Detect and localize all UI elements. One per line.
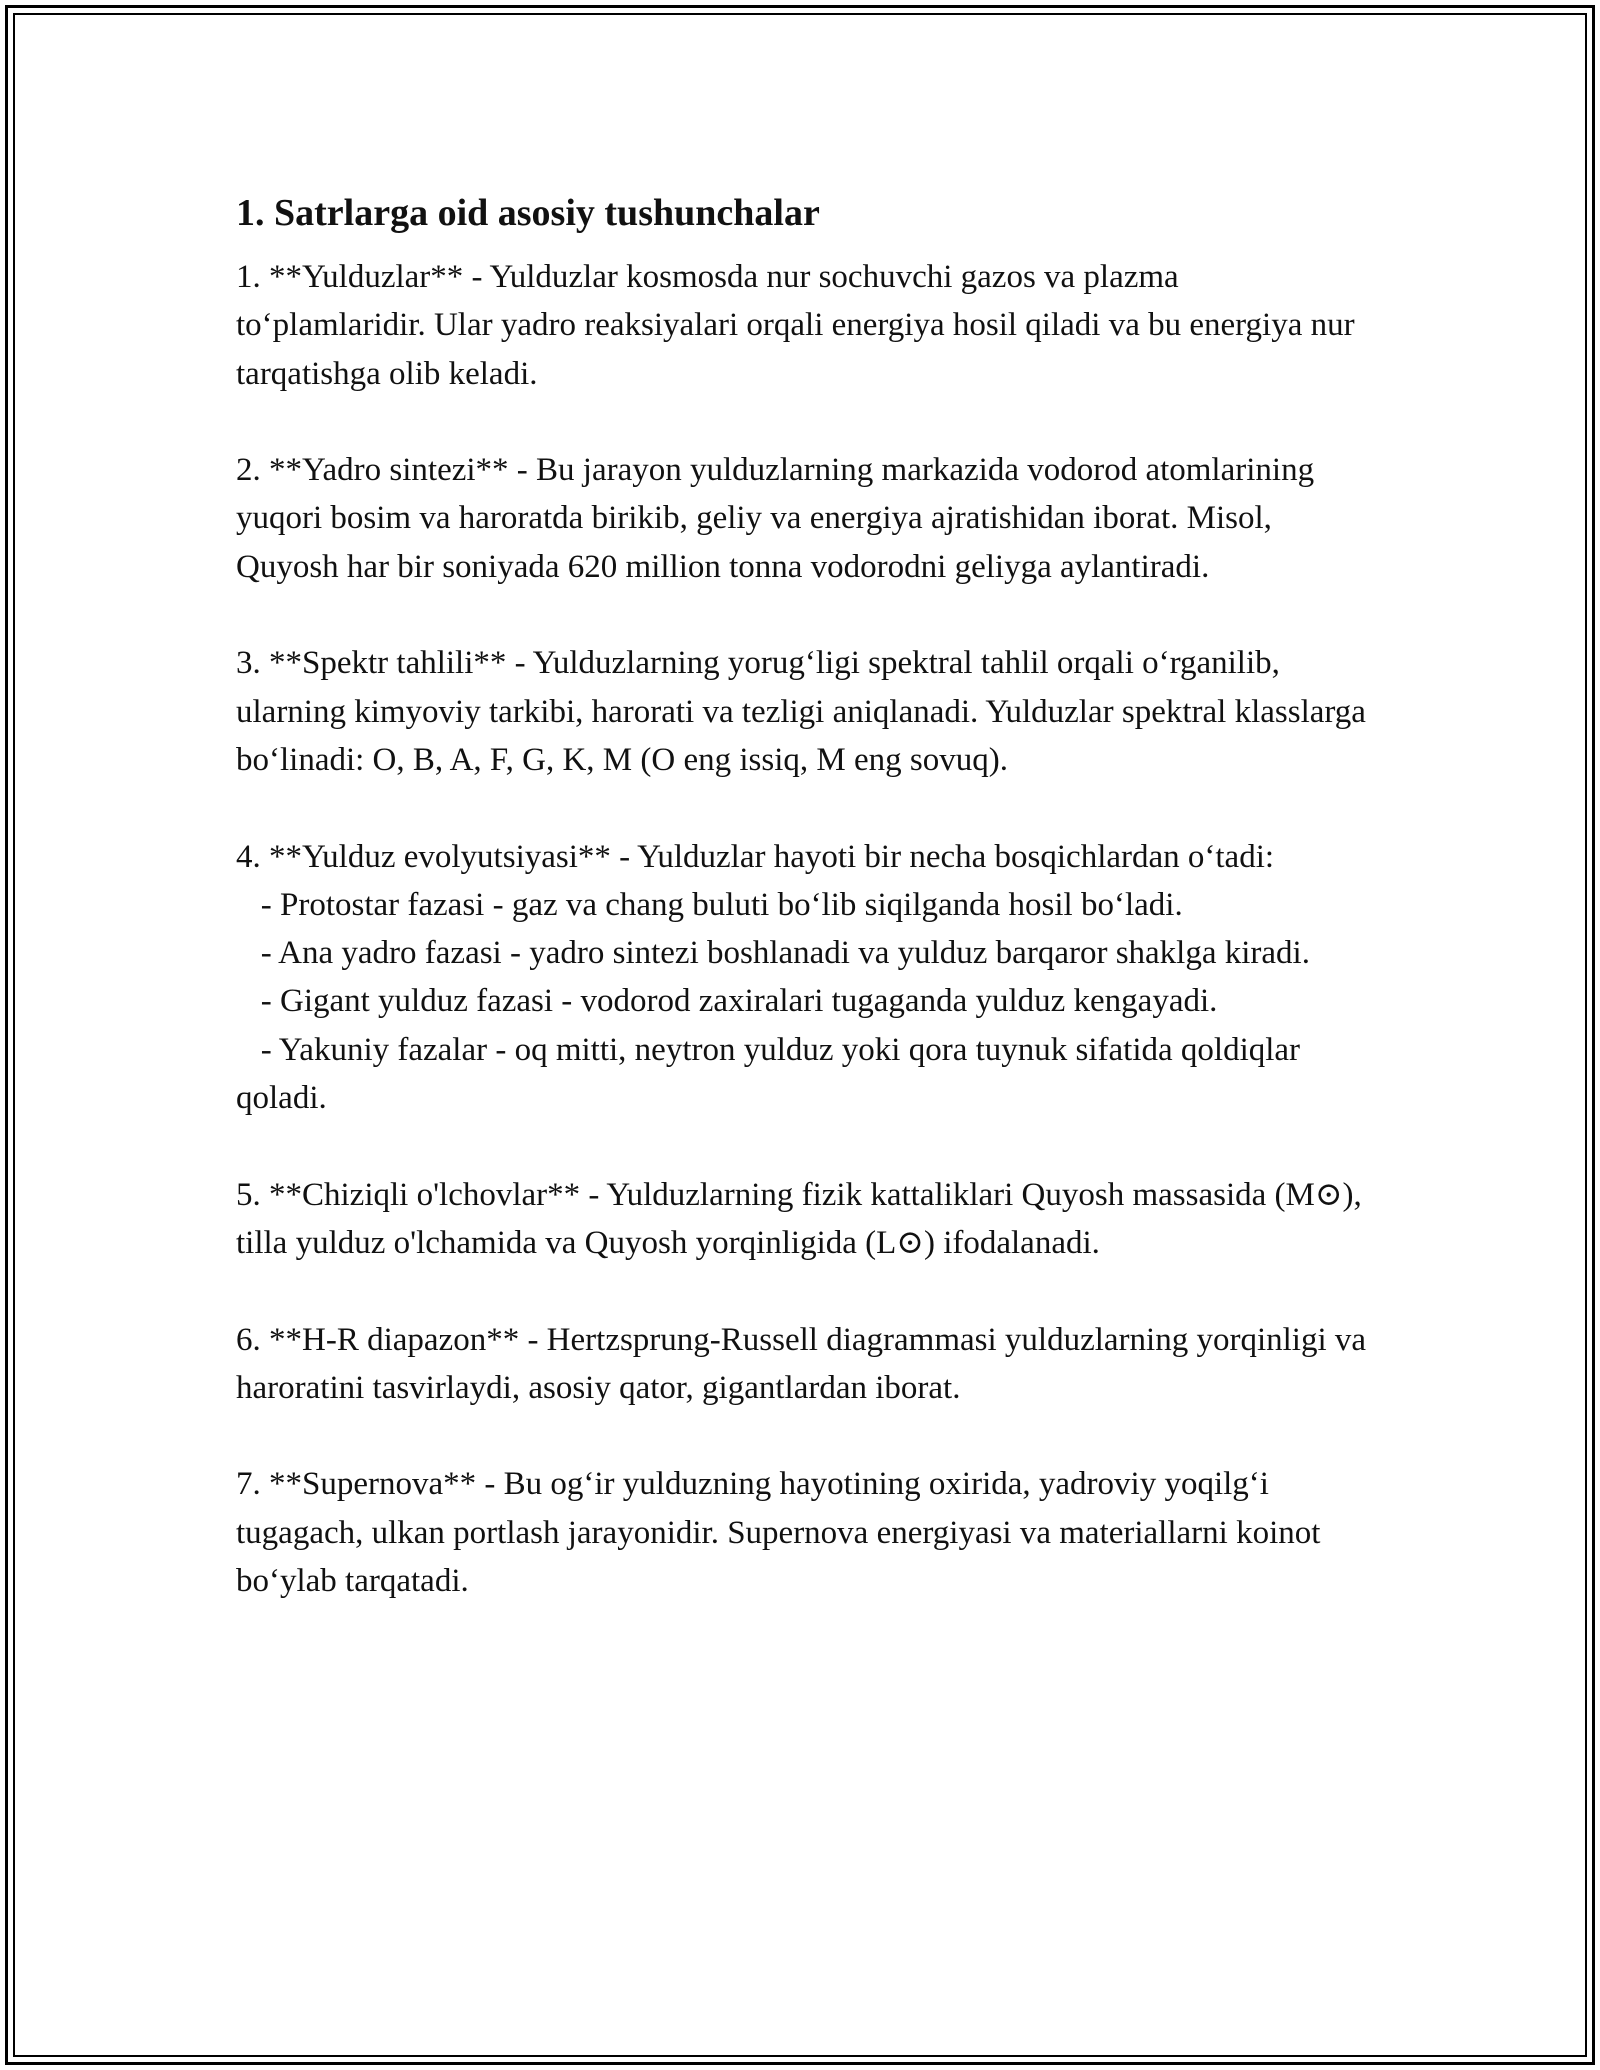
- paragraph: [236, 446, 1376, 591]
- paragraph: [236, 1171, 1376, 1268]
- paragraph: [236, 833, 1376, 1123]
- list-item: - Ana yadro fazasi - yadro sintezi boshlanadi va yulduz barqaror shaklga kiradi.: [260, 935, 1310, 972]
- paragraph-text: 1. **Yulduzlar** - Yulduzlar kosmosda nur sochuvchi gazos va plazma to‘plamlaridir. Ular yadro reaksiyalari orqali energiya hosil qiladi va bu energiya nur tarqatishga olib keladi.: [236, 259, 1363, 392]
- paragraph-text: 6. **H-R diapazon** - Hertzsprung-Russell diagrammasi yulduzlarning yorqinligi va haroratini tasvirlaydi, asosiy qator, gigantlardan iborat.: [236, 1321, 1375, 1406]
- list-item: - Gigant yulduz fazasi - vodorod zaxiralari tugaganda yulduz kengayadi.: [260, 983, 1218, 1020]
- paragraph-text: 3. **Spektr tahlili** - Yulduzlarning yorug‘ligi spektral tahlil orqali o‘rganilib, ularning kimyoviy tarkibi, harorati va tezligi aniqlanadi. Yulduzlar spektral klasslarga bo‘linadi: O, B, A, F, G, K, M (O eng issiq, M eng sovuq).: [236, 645, 1375, 778]
- paragraph-list: [236, 253, 1376, 1605]
- document-title: 1. Satrlarga oid asosiy tushunchalar: [236, 192, 820, 234]
- paragraph-text: 7. **Supernova** - Bu og‘ir yulduzning hayotining oxirida, yadroviy yoqilg‘i tugagach, ulkan portlash jarayonidir. Supernova energiyasi va materiallarni koinot bo‘ylab tarqatadi.: [236, 1466, 1329, 1600]
- document-body: [236, 185, 1376, 1654]
- list-item: - Protostar fazasi - gaz va chang buluti bo‘lib siqilganda hosil bo‘ladi.: [260, 886, 1183, 923]
- paragraph: [236, 1460, 1376, 1605]
- paragraph: [236, 253, 1376, 398]
- paragraph-text: 5. **Chiziqli o'lchovlar** - Yulduzlarning fizik kattaliklari Quyosh massasida (M⊙), tilla yulduz o'lchamida va Quyosh yorqinligida (L⊙) ifodalanadi.: [236, 1176, 1370, 1261]
- paragraph-text: 4. **Yulduz evolyutsiyasi** - Yulduzlar hayoti bir necha bosqichlardan o‘tadi:: [236, 838, 1275, 875]
- paragraph: [236, 1316, 1376, 1413]
- paragraph: [236, 639, 1376, 784]
- paragraph-text: 2. **Yadro sintezi** - Bu jarayon yulduzlarning markazida vodorod atomlarining yuqori bosim va haroratda birikib, geliy va energiya ajratishidan iborat. Misol, Quyosh har bir soniyada 620 million tonna vodorodni geliyga aylantiradi.: [236, 452, 1323, 585]
- list-item: - Yakuniy fazalar - oq mitti, neytron yulduz yoki qora tuynuk sifatida qoldiqlar qoladi.: [236, 1031, 1309, 1117]
